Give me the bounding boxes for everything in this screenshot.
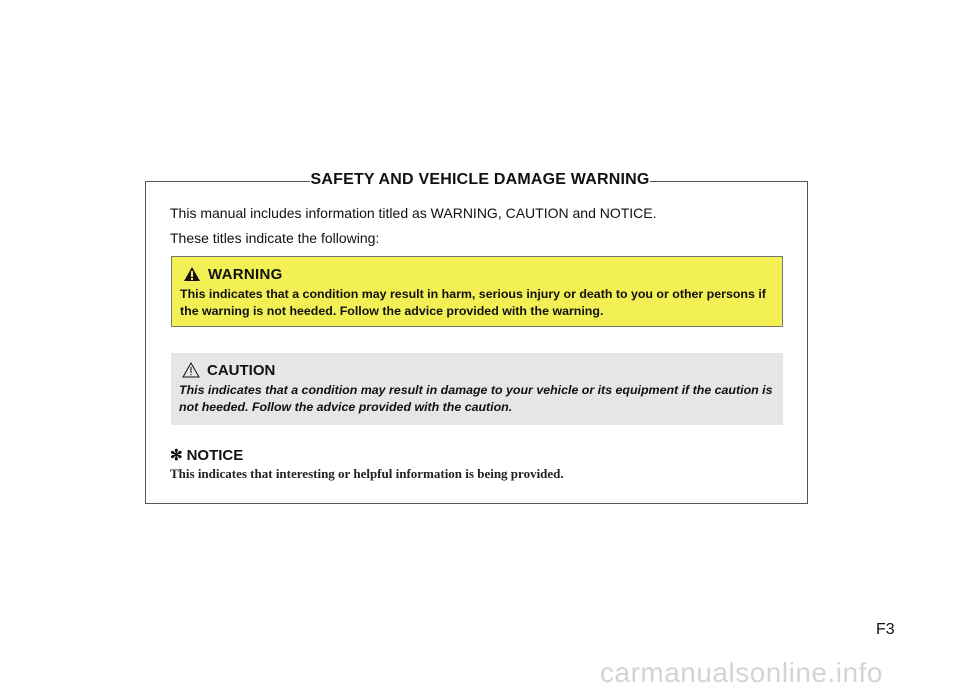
warning-heading xyxy=(180,263,774,285)
caution-text: This indicates that a condition may result in damage to your vehicle or its equipment if the caution is not heeded. Follow the advice provided with the caution. xyxy=(179,383,773,414)
notice-label: NOTICE xyxy=(186,446,244,464)
notice-block xyxy=(170,445,564,483)
star-asterisk-icon: ✻ xyxy=(170,447,183,464)
caution-box xyxy=(171,353,783,425)
caution-label: CAUTION xyxy=(207,361,276,379)
warning-text: This indicates that a condition may result in harm, serious injury or death to you or other persons if the warning is not heeded. Follow the advice provided with the warning. xyxy=(180,287,766,318)
warning-triangle-filled-icon xyxy=(183,266,201,282)
warning-label: WARNING xyxy=(208,265,283,283)
caution-heading xyxy=(179,359,775,381)
section-title: SAFETY AND VEHICLE DAMAGE WARNING xyxy=(310,168,650,192)
page-number: F3 xyxy=(876,621,895,638)
warning-box xyxy=(171,256,783,327)
intro-line: These titles indicate the following: xyxy=(170,230,380,246)
intro-line: This manual includes information titled as WARNING, CAUTION and NOTICE. xyxy=(170,205,657,221)
notice-text: This indicates that interesting or helpful information is being provided. xyxy=(170,466,564,481)
notice-heading xyxy=(170,445,564,465)
caution-triangle-outline-icon xyxy=(182,362,200,378)
watermark: carmanualsonline.info xyxy=(600,657,883,688)
intro-text xyxy=(170,203,657,253)
